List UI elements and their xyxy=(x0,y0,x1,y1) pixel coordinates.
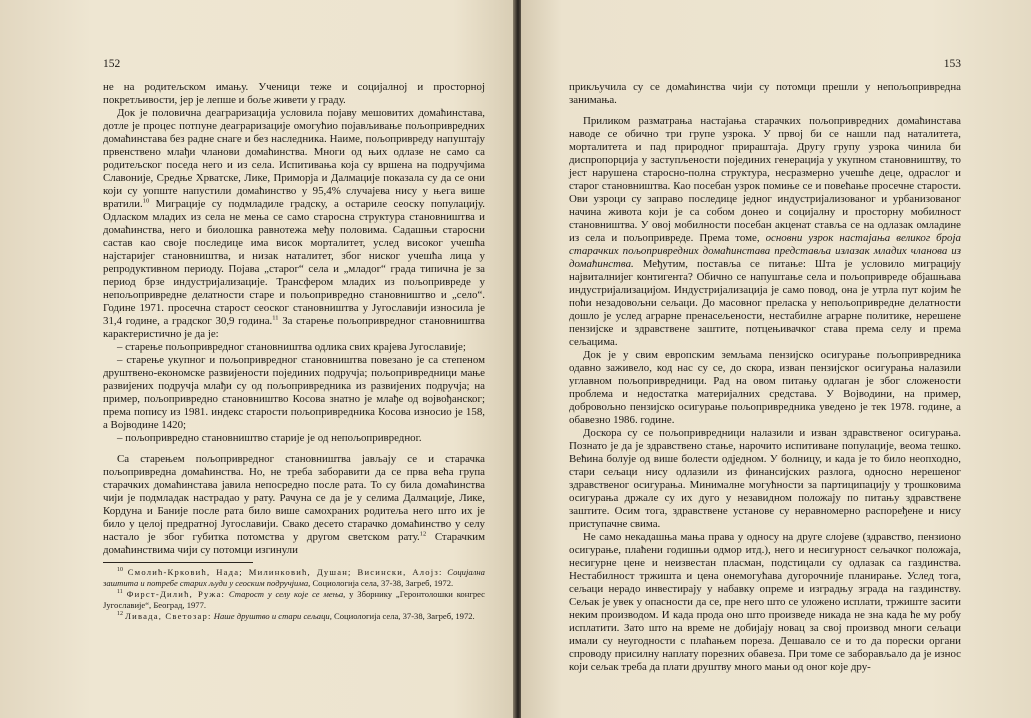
footnote: $^{12}$ Ливада, Светозар: Наше друштво и стари сељаци, Социологија села, 37-38, Загреб, 1972. xyxy=(117,611,475,622)
list-item: – старење укупног и пољопривредног становништва повезано је са степеном друштвено-економске развијености појединих подручја; пољопривредници мање развијених подручја млађи су од пољопривредника из развијених подручја; на пример, пољопривредно становништво Косова знатно је млађе од војвођанског; према попису из 1981. индекс старости пољопривредника Косова износио је 158, а Војводине 1420; xyxy=(103,354,485,431)
page-number-right: 153 xyxy=(943,58,961,70)
right-page-text xyxy=(569,81,961,674)
footnotes xyxy=(103,567,485,622)
footnote: $^{10}$ Смолић-Крковић, Нада; Милинковић, Душан; Висински, Алојз: Социјална заштита и потребе старих људи у сеоским подручјима, Социологија села, 37-38, Загреб, 1972. xyxy=(103,567,485,588)
left-page xyxy=(0,0,515,718)
page-number-left: 152 xyxy=(103,58,121,70)
paragraph: прикључила су се домаћинства чији су потомци прешли у непољопривредна занимања. xyxy=(569,81,961,106)
paragraph: Док је половична деаграризација условила појаву мешовитих домаћинстава, дотле је процес потпуне деаграризације омогућио појављивање пољопривредних домаћинстава без радне снаге и без наследника. Наиме, пољопривреду напуштају првенствено млађи чланови домаћинства. Многи од њих одлазе не само са родитељског поседа него и из села. Испитивања која су вршена на подручјима Славоније, Средње Хрватске, Лике, Приморја и Далмације показала су да се они који су уопште напустили домаћинство у 95,4% случајева нису у њега више вратили.$^{10}$ Миграције су подмладиле градску, а остариле сеоску популацију. Одласком младих из села не мења се само старосна структура становништва и домаћинства, него и биолошка равнотежа међу половима. Садашњи старосни састав као своје последице има висок морталитет, услед високог учешћа најстаријег становништва, и низак наталитет, због ниског учешћа лица у репродуктивном периоду. Појава „старог“ села и „младог“ града типична је за период брзе индустријализације. Трансфером младих из пољопривреде у непољопривредне делатности старе и пољопривредно становништво и „село“. Године 1971. просечна старост сеоског становништва у Југославији износила је 31,4 године, а градског 30,9 година.$^{11}$ За старење пољопривредног становништва карактеристично је да је: xyxy=(103,107,485,340)
left-page-text xyxy=(103,81,485,557)
list-item: – пољопривредно становништво старије је од непољопривредног. xyxy=(117,432,422,444)
paragraph: не на родитељском имању. Ученици теже и социјалној и просторној покретљивости, јер је лепше и боље живети у граду. xyxy=(103,81,485,106)
list-item: – старење пољопривредног становништва одлика свих крајева Југославије; xyxy=(117,341,466,353)
paragraph: Не само некадашња мања права у односу на друге слојеве (здравство, пензионо осигурање, плаћени годишњи одмор итд.), него и несигурност сељачког положаја, несигурне цене и неизвестан пласман, подстицали су одлазак са газдинства. Нестабилност тржишта и цена онемогућава дугорочније планирање. Услед тога, сељаци нерадо инвестирају у набавку опреме и изградњу зграда на газдинству. Сељак је увек у опасности да се, пре него што се уложено исплати, тржиште засити неким производом. И када прода оно што произведе никада не зна када ће му робу исплатити. Зато што на време не добијају новац за свој производ многи сељаци имали су неугодности с плаћањем пореза. Дешавало се и то да порески органи спроводу присилну наплату порезних обавеза. При томе се заборављало да је износ који сељак треба да плати друштву много мањи од оног које дру- xyxy=(569,531,961,673)
footnote: $^{11}$ Фирст-Дилић, Ружа: Старост у селу које се мења, у Зборнику „Геронтолошки конгрес Југославије“, Београд, 1977. xyxy=(103,589,485,610)
right-page xyxy=(521,0,1031,718)
footnote-separator xyxy=(103,562,253,563)
paragraph: Доскора су се пољопривредници налазили и изван здравственог осигурања. Познато је да је здравствено стање, нарочито испитиване популације, веома тешко. Већина болује од више болести одједном. У болницу, и када је то било неопходно, стари сељаци нису одлазили из финансијских разлога, односно нерешеног здравственог осигурања. Минималне могућности за партиципацију у трошковима осигурања држале су их дуго у незавидном положају по питању здравствене заштите. Осим тога, здравствене установе су неравномерно распоређене и нису приступачне свима. xyxy=(569,427,961,530)
paragraph: Са старењем пољопривредног становништва јављају се и старачка пољопривредна домаћинства. Но, не треба заборавити да се прва већа група старачких домаћинстава јавила непосредно после рата. То су била домаћинства чији је подмладак настрадао у рату. Рачуна се да је у селима Далмације, Лике, Кордуна и Баније после рата било више самохраних родитеља него што их је било у целој предратној Југославији. Свако десето старачко домаћинство у селу настало је због губитка потомства у другом светском рату.$^{12}$ Старачким домаћинствима чији су потомци изгинули xyxy=(103,453,485,556)
paragraph: Приликом разматрања настајања старачких пољопривредних домаћинстава наводе се обично три групе узрока. У првој би се нашли пад наталитета, морталитета и пад природног прираштаја. Другу групу узрока чинила би диспропорција у заступљености појединих генерација у укупном становништву, то јест нарушена старосно-полна структура, несразмерно учешће деце, одраслог и старог становништва. Као посебан узрок помиње се и повећање просечне старости. Ови узроци су заправо последице једног индустријализованог и урбанизованог начина живота који је са собом донео и социјалну и просторну мобилност становништва. У овој мобилности посебан акценат ставља се на одлазак омладине из села и пољопривреде. Према томе, основни узрок настајања великог броја старачких пољопривредних домаћинстава представља излазак младих чланова из домаћинства. Међутим, поставља се питање: Шта је условило миграцију највиталнијег контигента? Обично се напуштање села и пољопривреде објашњава индустријализацијом. Индустријализација је само повод, она је утрла пут којим ће поћи незадовољни сељаци. До масовног преласка у непољопривредне делатности дошло је услед аграрне пренасељености, нестабилне аграрне политике, нерешене пензијске и здравствене заштите, потцењивачког става према селу и према сељацима. xyxy=(569,115,961,348)
paragraph: Док је у свим европским земљама пензијско осигурање пољопривредника одавно заживело, код нас су се, до скора, изван пензијског осигурања налазили углавном пољопривредници. Рад на овом питању одлаган је због сложености проблема и недостатка материјалних средстава. У Војводини, на пример, добровољно пензијско осигурање пољопривредника уведено је тек 1978. године, а обавезно 1986. године. xyxy=(569,349,961,426)
